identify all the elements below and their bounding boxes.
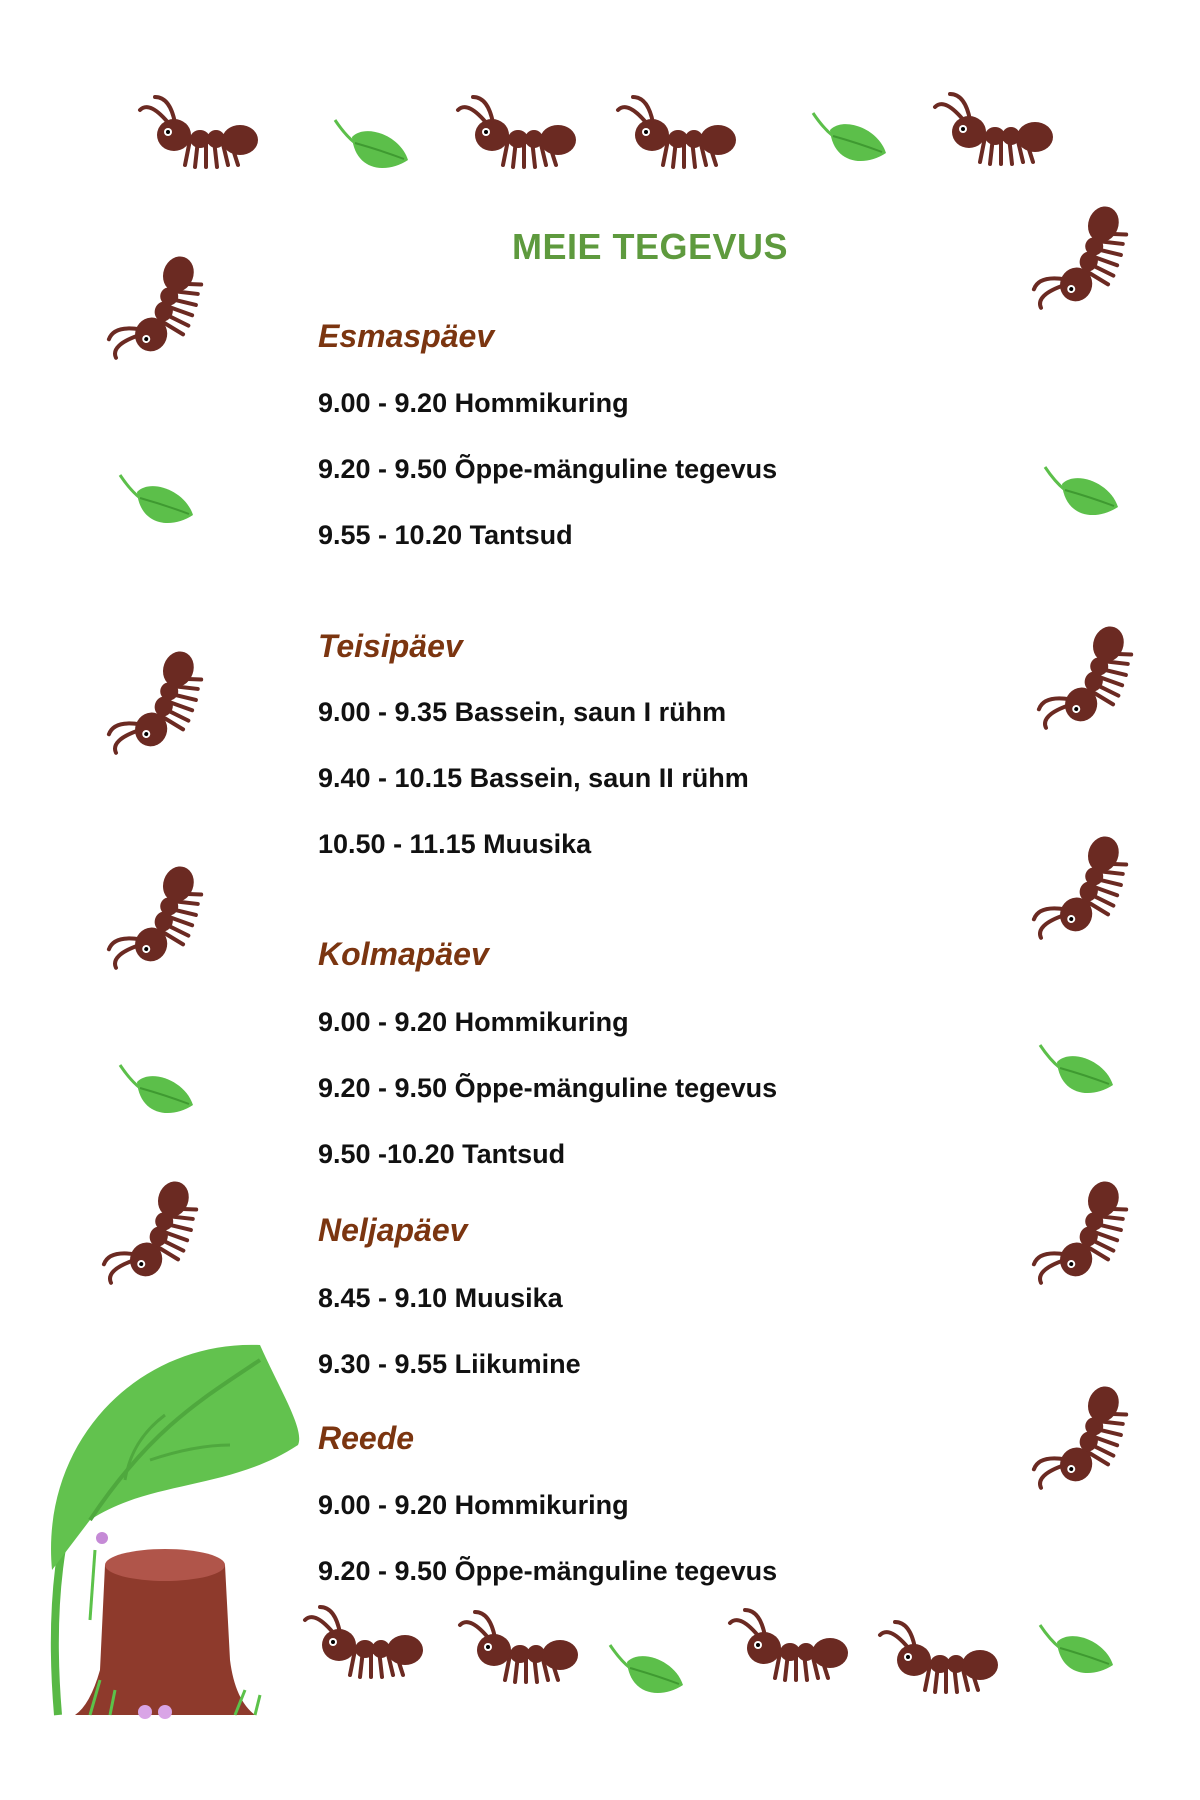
ant-icon xyxy=(97,1165,213,1305)
ant-icon xyxy=(458,95,578,175)
activity-item: 9.50 -10.20 Tantsud xyxy=(318,1139,566,1169)
ant-icon xyxy=(460,1610,580,1690)
activity-item: 9.30 - 9.55 Liikumine xyxy=(318,1349,581,1379)
ant-icon xyxy=(140,95,260,175)
ant-icon xyxy=(935,92,1055,172)
ant-icon xyxy=(102,850,218,990)
ant-icon xyxy=(1027,190,1143,330)
day-heading-friday: Reede xyxy=(318,1420,415,1456)
ant-icon xyxy=(730,1608,850,1688)
leaf-icon xyxy=(1035,1040,1115,1105)
ant-icon xyxy=(1027,1370,1143,1510)
ant-icon xyxy=(618,95,738,175)
leaf-icon xyxy=(1035,1620,1115,1685)
page-title: MEIE TEGEVUS xyxy=(511,226,789,267)
activity-item: 8.45 - 9.10 Muusika xyxy=(318,1283,563,1313)
day-heading-tuesday: Teisipäev xyxy=(318,628,463,664)
activity-item: 9.40 - 10.15 Bassein, saun II rühm xyxy=(318,763,749,793)
activity-item: 9.20 - 9.50 Õppe-mänguline tegevus xyxy=(318,454,778,484)
activity-item: 9.20 - 9.50 Õppe-mänguline tegevus xyxy=(318,1073,778,1103)
leaf-icon xyxy=(808,108,888,173)
leaf-icon xyxy=(115,1060,195,1125)
activity-item: 9.00 - 9.35 Bassein, saun I rühm xyxy=(318,697,727,727)
ant-icon xyxy=(102,635,218,775)
activity-item: 9.00 - 9.20 Hommikuring xyxy=(318,388,629,418)
activity-item: 9.55 - 10.20 Tantsud xyxy=(318,520,573,550)
day-heading-wednesday: Kolmapäev xyxy=(318,936,489,972)
leaf-icon xyxy=(330,115,410,180)
ant-icon xyxy=(1032,610,1148,750)
leaf-icon xyxy=(115,470,195,535)
ant-icon xyxy=(1027,820,1143,960)
activity-item: 9.00 - 9.20 Hommikuring xyxy=(318,1007,629,1037)
tree-stump-icon xyxy=(30,1320,310,1730)
activity-item: 9.20 - 9.50 Õppe-mänguline tegevus xyxy=(318,1556,778,1586)
ant-icon xyxy=(880,1620,1000,1700)
ant-icon xyxy=(305,1605,425,1685)
leaf-icon xyxy=(605,1640,685,1705)
day-heading-thursday: Neljapäev xyxy=(318,1212,468,1248)
day-heading-monday: Esmaspäev xyxy=(318,318,495,354)
leaf-icon xyxy=(1040,462,1120,527)
ant-icon xyxy=(1027,1165,1143,1305)
activity-item: 9.00 - 9.20 Hommikuring xyxy=(318,1490,629,1520)
activity-item: 10.50 - 11.15 Muusika xyxy=(318,829,592,859)
